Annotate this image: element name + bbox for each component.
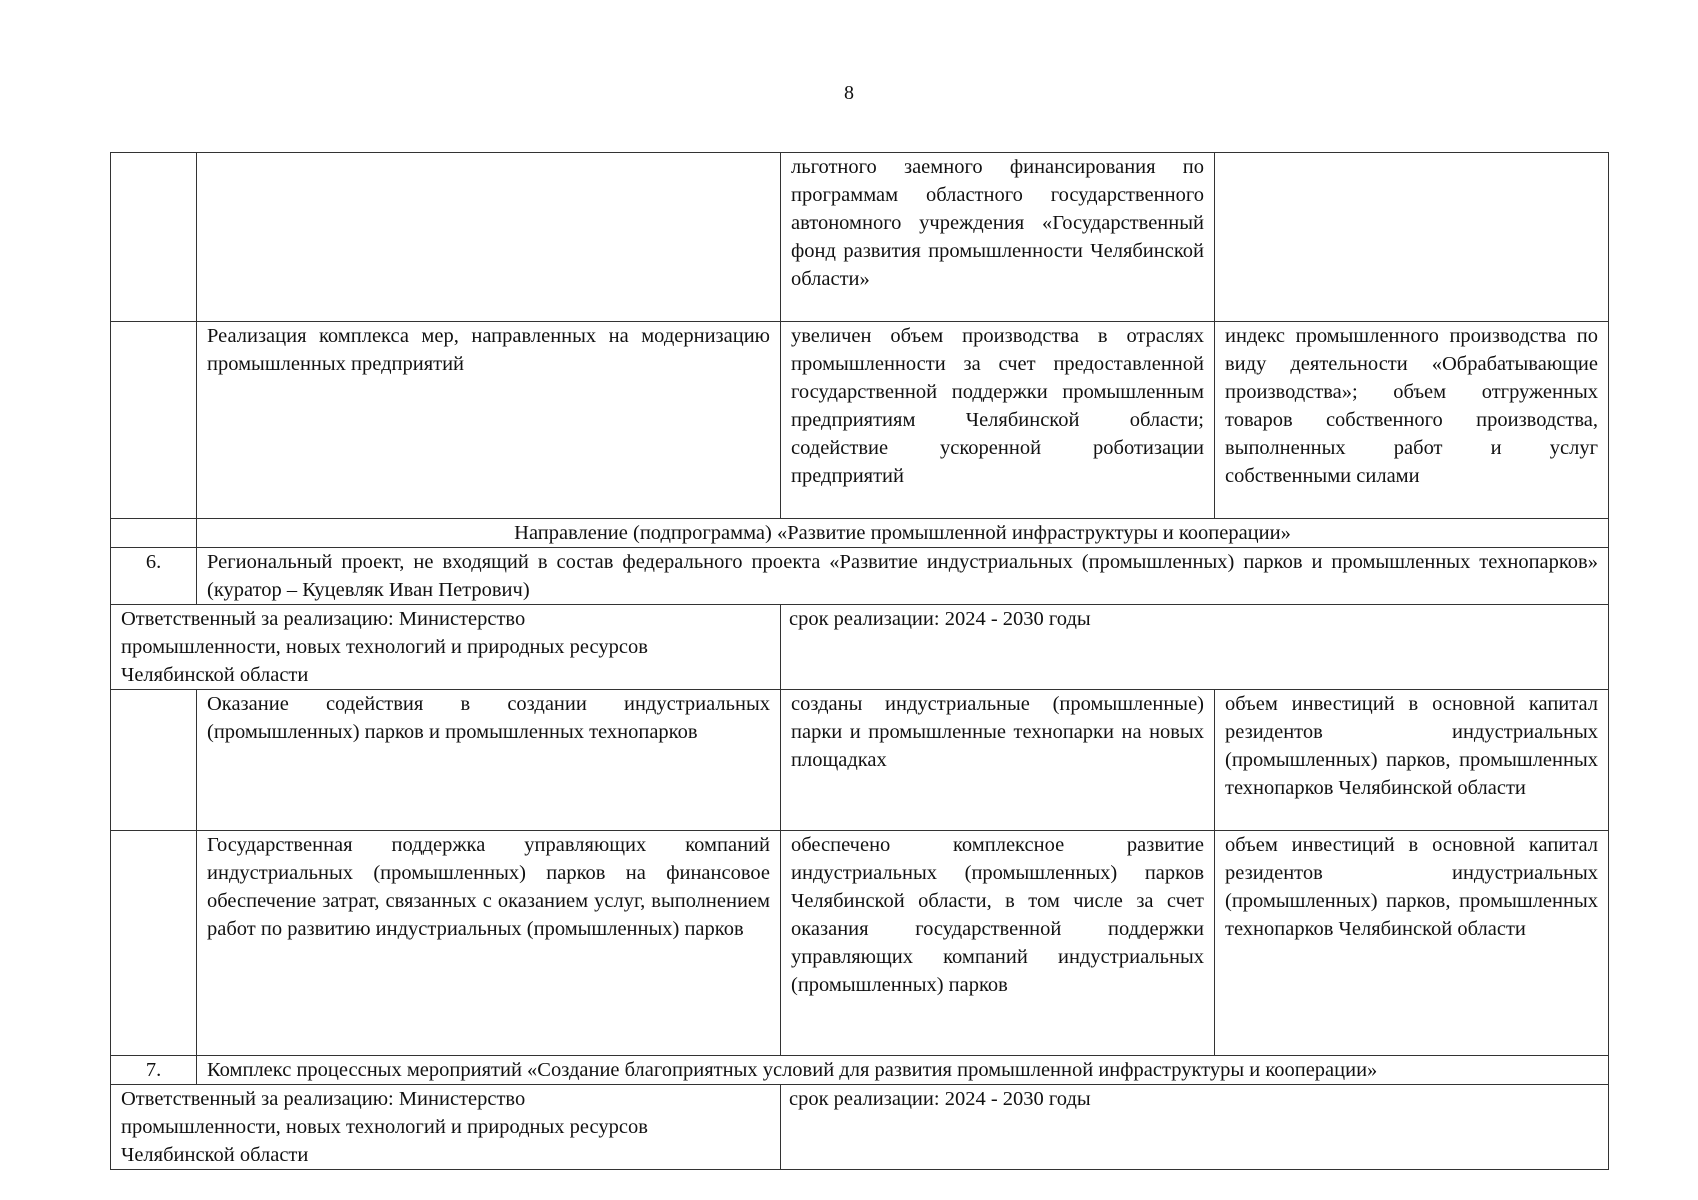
term-text: срок реализации: 2024 - 2030 годы xyxy=(789,1088,1091,1110)
table-row xyxy=(111,690,1609,831)
measure-cell: Оказание содействия в создании индустриальных (промышленных) парков и промышленных технопарков xyxy=(197,690,781,831)
page-number: 8 xyxy=(844,82,854,104)
responsible-row xyxy=(111,1085,1609,1170)
program-table xyxy=(110,152,1609,1170)
term-cell xyxy=(781,605,1609,690)
number-cell xyxy=(111,690,197,831)
indicator-cell: индекс промышленного производства по виду деятельности «Обрабатывающие производства»; объем отгруженных товаров собственного производства, выполненных работ и услуг собственными силами xyxy=(1215,322,1609,519)
number-cell xyxy=(111,322,197,519)
direction-title: Направление (подпрограмма) «Развитие промышленной инфраструктуры и кооперации» xyxy=(197,519,1609,548)
result-cell: увеличен объем производства в отраслях промышленности за счет предоставленной государственной поддержки промышленным предприятиям Челябинской области; содействие ускоренной роботизации предприятий xyxy=(781,322,1215,519)
project-title: Региональный проект, не входящий в состав федерального проекта «Развитие индустриальных (промышленных) парков и промышленных технопарков» (куратор – Куцевляк Иван Петрович) xyxy=(197,548,1609,605)
result-cell: льготного заемного финансирования по программам областного государственного автономного учреждения «Государственный фонд развития промышленности Челябинской области» xyxy=(781,153,1215,322)
number-cell xyxy=(111,153,197,322)
responsible-row xyxy=(111,605,1609,690)
result-cell: созданы индустриальные (промышленные) парки и промышленные технопарки на новых площадках xyxy=(781,690,1215,831)
measure-cell: Государственная поддержка управляющих компаний индустриальных (промышленных) парков на финансовое обеспечение затрат, связанных с оказанием услуг, выполнением работ по развитию индустриальных (промышленных) парков xyxy=(197,831,781,1056)
complex-number: 7. xyxy=(111,1056,197,1085)
project-number: 6. xyxy=(111,548,197,605)
term-cell xyxy=(781,1085,1609,1170)
project-row xyxy=(111,548,1609,605)
responsible-cell: Ответственный за реализацию: Министерство промышленности, новых технологий и природных ресурсов Челябинской области xyxy=(111,1085,781,1170)
responsible-cell: Ответственный за реализацию: Министерство промышленности, новых технологий и природных ресурсов Челябинской области xyxy=(111,605,781,690)
table-row xyxy=(111,322,1609,519)
number-cell xyxy=(111,519,197,548)
direction-row xyxy=(111,519,1609,548)
result-cell: обеспечено комплексное развитие индустриальных (промышленных) парков Челябинской области, в том числе за счет оказания государственной поддержки управляющих компаний индустриальных (промышленных) парков xyxy=(781,831,1215,1056)
indicator-cell: объем инвестиций в основной капитал резидентов индустриальных (промышленных) парков, промышленных технопарков Челябинской области xyxy=(1215,690,1609,831)
indicator-cell xyxy=(1215,153,1609,322)
number-cell xyxy=(111,831,197,1056)
table-row xyxy=(111,831,1609,1056)
indicator-cell: объем инвестиций в основной капитал резидентов индустриальных (промышленных) парков, промышленных технопарков Челябинской области xyxy=(1215,831,1609,1056)
term-text: срок реализации: 2024 - 2030 годы xyxy=(789,608,1091,630)
measure-cell xyxy=(197,153,781,322)
measure-cell: Реализация комплекса мер, направленных на модернизацию промышленных предприятий xyxy=(197,322,781,519)
complex-row xyxy=(111,1056,1609,1085)
table-row xyxy=(111,153,1609,322)
complex-title: Комплекс процессных мероприятий «Создание благоприятных условий для развития промышленной инфраструктуры и кооперации» xyxy=(197,1056,1609,1085)
